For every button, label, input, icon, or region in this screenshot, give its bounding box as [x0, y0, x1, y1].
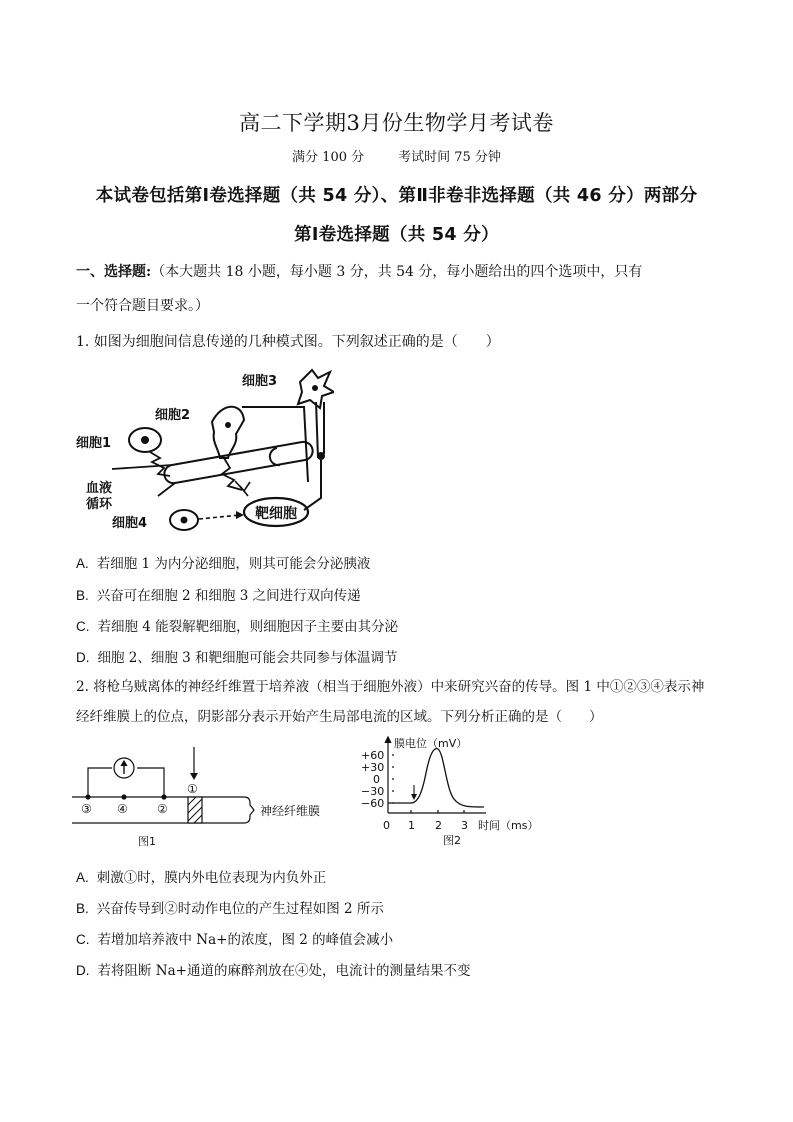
option-text: 细胞 2、细胞 3 和靶细胞可能会共同参与体温调节: [97, 650, 398, 666]
blood-label-line2: 循环: [86, 497, 113, 512]
option-letter: C.: [76, 619, 90, 634]
target-cell-label: 靶细胞: [255, 506, 297, 522]
y-axis-label: 膜电位（mV）: [394, 737, 468, 750]
x-axis-label: 时间（ms）: [478, 819, 539, 832]
point-4-label: ④: [117, 802, 128, 816]
x-tick-label: 1: [408, 819, 415, 832]
y-tick-label: −30: [361, 785, 385, 798]
option-text: 兴奋可在细胞 2 和细胞 3 之间进行双向传递: [96, 588, 361, 604]
option-letter: C.: [76, 932, 90, 947]
option-letter: A.: [76, 556, 89, 571]
y-tick-label: +30: [361, 761, 385, 774]
exam-meta: [0, 146, 793, 165]
q1-option-c[interactable]: [76, 615, 398, 635]
galvanometer: [88, 758, 164, 796]
x-tick-label: 0: [383, 819, 390, 832]
point-2-label: ②: [157, 802, 168, 816]
q1-option-b[interactable]: [76, 584, 361, 604]
point-1-label: ①: [187, 782, 198, 796]
cell4-label: 细胞4: [112, 516, 148, 531]
option-text: 兴奋传导到②时动作电位的产生过程如图 2 所示: [96, 901, 384, 917]
q1-option-d[interactable]: [76, 646, 398, 666]
part1-title: 第Ⅰ卷选择题（共 54 分）: [294, 225, 499, 245]
option-text: 若将阻断 Na+通道的麻醉剂放在④处，电流计的测量结果不变: [97, 963, 471, 979]
q1-option-a[interactable]: [76, 552, 370, 572]
q2-option-a[interactable]: [76, 866, 326, 886]
structure-note: 本试卷包括第Ⅰ卷选择题（共 54 分）、第Ⅱ非卷非选择题（共 46 分）两部分: [95, 186, 698, 206]
membrane-label: 神经纤维膜: [260, 804, 321, 818]
y-tick-label: −60: [361, 797, 385, 810]
blood-vessel: [112, 442, 313, 496]
stimulus-arrow: [190, 747, 198, 780]
cell1-label: 细胞1: [76, 436, 112, 451]
full-score: 满分 100 分: [292, 150, 365, 165]
option-text: 刺激①时，膜内外电位表现为内负外正: [96, 870, 327, 886]
x-tick-label: 3: [461, 819, 468, 832]
q2-stem-line1: 2. 将枪乌贼离体的神经纤维置于培养液（相当于细胞外液）中来研究兴奋的传导。图 1 中①②③④表示神: [76, 679, 705, 695]
figure2-caption: 图2: [443, 834, 461, 847]
y-tick-label: 0: [373, 773, 380, 786]
q2-option-d[interactable]: [76, 959, 470, 979]
q2-stem-line2: 经纤维膜上的位点，阴影部分表示开始产生局部电流的区域。下列分析正确的是（ ）: [76, 709, 603, 725]
action-potential-curve: [388, 749, 484, 807]
option-text: 若增加培养液中 Na+的浓度，图 2 的峰值会减小: [97, 932, 394, 948]
cell3-label: 细胞3: [242, 374, 278, 389]
cell4-icon: [170, 510, 244, 530]
option-letter: B.: [76, 901, 89, 916]
stimulus-arrow: [411, 785, 417, 800]
figure1-caption: 图1: [138, 835, 156, 848]
option-letter: D.: [76, 650, 90, 665]
option-letter: B.: [76, 588, 89, 603]
blood-label-line1: 血液: [86, 481, 113, 496]
cell2-icon: [212, 407, 308, 490]
cell1-icon: [129, 428, 170, 476]
exam-time: 考试时间 75 分钟: [398, 150, 501, 165]
point-3-label: ③: [81, 802, 92, 816]
cell2-label: 细胞2: [155, 408, 191, 423]
q1-stem: 1. 如图为细胞间信息传递的几种模式图。下列叙述正确的是（ ）: [76, 334, 500, 350]
q1-cell-signaling-figure: [72, 362, 334, 534]
cell3-icon: [298, 370, 334, 510]
option-letter: D.: [76, 963, 90, 978]
section1-instructions-line1: （本大题共 18 小题，每小题 3 分，共 54 分，每小题给出的四个选项中，只有: [151, 264, 643, 280]
x-tick-label: 2: [435, 819, 442, 832]
option-text: 若细胞 1 为内分泌细胞，则其可能会分泌胰液: [96, 556, 371, 572]
q2-figure1: [72, 745, 362, 850]
section1-instructions-line2: 一个符合题目要求。）: [76, 298, 209, 314]
q2-option-b[interactable]: [76, 897, 384, 917]
option-text: 若细胞 4 能裂解靶细胞，则细胞因子主要由其分泌: [97, 619, 399, 635]
exam-title: 高二下学期3月份生物学月考试卷: [239, 111, 554, 135]
local-current-region: [188, 797, 202, 823]
q2-option-c[interactable]: [76, 928, 393, 948]
section1-instructions: [76, 262, 642, 282]
q2-figure2-chart: [356, 733, 556, 848]
option-letter: A.: [76, 870, 89, 885]
target-cell: [235, 481, 308, 526]
y-tick-label: +60: [361, 749, 385, 762]
section1-lead: 一、选择题:: [76, 264, 152, 280]
